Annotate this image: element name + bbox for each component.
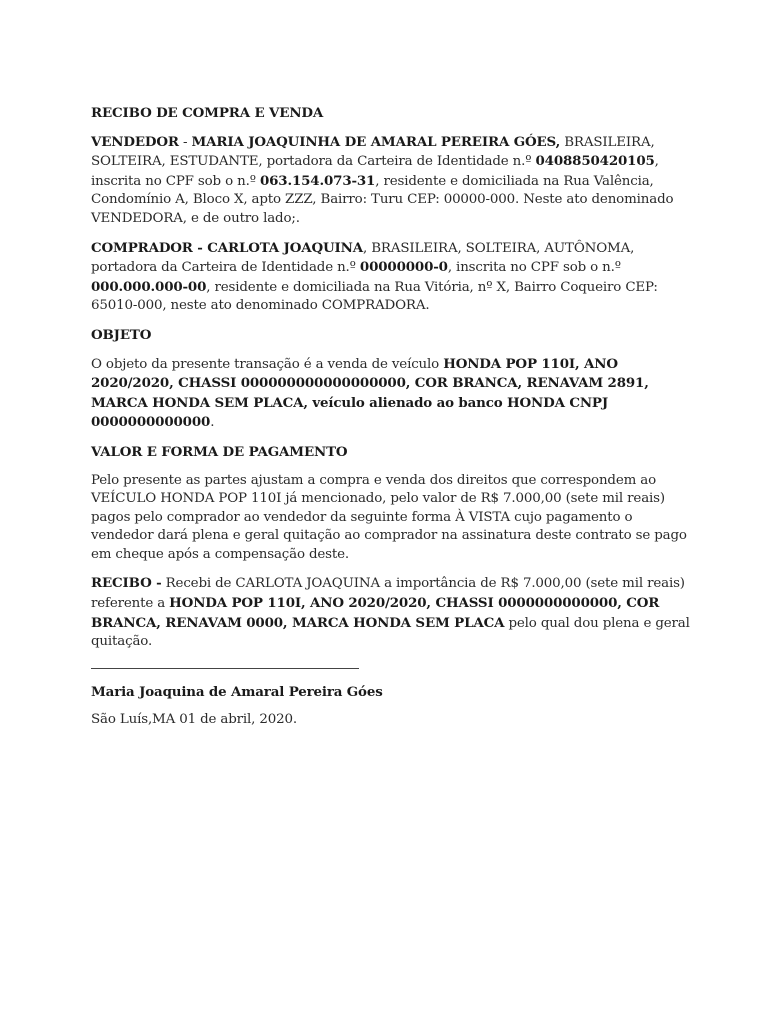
recibo-vehicle: HONDA POP 110I, ANO 2020/2020, CHASSI 0000000000000, COR BRANCA, RENAVAM 0000, MARCA HONDA SEM PLACA (91, 595, 660, 631)
comprador-text-1: , BRASILEIRA, SOLTEIRA, AUTÔNOMA, portadora da Carteira de Identidade n.º (91, 240, 635, 276)
document-title: RECIBO DE COMPRA E VENDA (91, 105, 324, 121)
vendedor-label: VENDEDOR (91, 133, 179, 150)
vendedor-text-1: BRASILEIRA, SOLTEIRA, ESTUDANTE, portadora da Carteira de Identidade n.º (91, 134, 655, 170)
vendedor-name: MARIA JOAQUINHA DE AMARAL PEREIRA GÓES, (191, 133, 561, 150)
recibo-label: RECIBO - (91, 575, 162, 592)
vendedor-text-3: , residente e domiciliada na Rua Valência, Condomínio A, Bloco X, apto ZZZ, Bairro: Turu CEP: 00000-000. Neste ato denominado VENDEDORA, e de outro lado;. (91, 173, 674, 226)
document-page (91, 104, 691, 740)
comprador-paragraph (91, 239, 691, 316)
objeto-heading: OBJETO (91, 326, 152, 343)
comprador-text-2: , inscrita no CPF sob o n.º (447, 260, 621, 276)
vendedor-paragraph (91, 133, 691, 229)
valor-heading: VALOR E FORMA DE PAGAMENTO (91, 443, 348, 460)
vendedor-cpf: 063.154.073-31 (259, 172, 376, 189)
objeto-text-1: O objeto da presente transação é a venda de veículo (91, 356, 444, 372)
objeto-text-2: . (210, 415, 215, 431)
recibo-text-1: Recebi de CARLOTA JOAQUINA a importância de R$ 7.000,00 (sete mil reais) referente a (91, 576, 685, 612)
objeto-paragraph (91, 355, 691, 433)
valor-paragraph: Pelo presente as partes ajustam a compra e venda dos direitos que correspondem ao VEÍCULO HONDA POP 110I já mencionado, pelo valor de R$ 7.000,00 (sete mil reais) pagos pelo comprador ao vendedor da seguinte forma À VISTA cujo pagamento o vendedor dará plena e geral quitação ao comprador na assinatura deste contrato se pago em cheque após a compensação deste. (91, 472, 687, 562)
comprador-label: COMPRADOR - CARLOTA JOAQUINA (91, 239, 363, 256)
comprador-rg: 00000000-0 (359, 259, 448, 276)
signature-line (91, 668, 359, 669)
vendedor-rg: 0408850420105 (535, 153, 655, 170)
recibo-paragraph (91, 574, 691, 651)
signature-name: Maria Joaquina de Amaral Pereira Góes (91, 683, 383, 700)
place-date: São Luís,MA 01 de abril, 2020. (91, 712, 297, 728)
comprador-cpf: 000.000.000-00 (91, 278, 207, 295)
vendedor-text-2: , inscrita no CPF sob o n.º (91, 154, 659, 189)
vendedor-separator: - (178, 134, 192, 150)
recibo-text-2: pelo qual dou plena e geral quitação. (91, 615, 690, 650)
comprador-text-3: , residente e domiciliada na Rua Vitória, nº X, Bairro Coqueiro CEP: 65010-000, neste ato denominado COMPRADORA. (91, 279, 658, 314)
objeto-vehicle: HONDA POP 110I, ANO 2020/2020, CHASSI 000000000000000000, COR BRANCA, RENAVAM 2891, MARCA HONDA SEM PLACA, veículo alienado ao banco HONDA CNPJ 0000000000000 (91, 355, 649, 431)
